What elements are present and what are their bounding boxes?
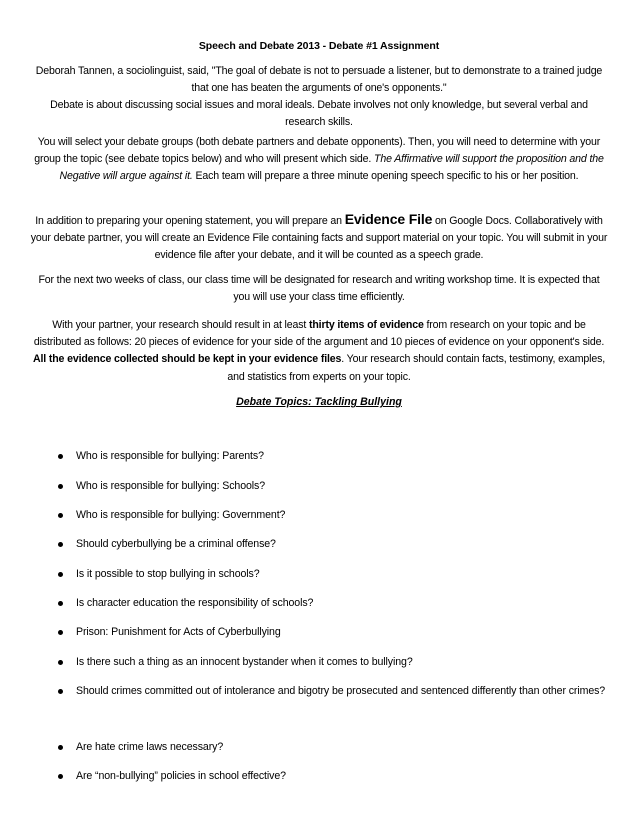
topic-text: Should cyberbullying be a criminal offense? [76, 538, 276, 550]
bullet-icon [58, 660, 63, 665]
bullet-icon [58, 572, 63, 577]
page-title: Speech and Debate 2013 - Debate #1 Assignment [198, 40, 440, 52]
bullet-icon [58, 542, 63, 547]
topic-text: Is there such a thing as an innocent bystander when it comes to bullying? [76, 656, 413, 668]
research-bold-2: All the evidence collected should be kept in your evidence files [32, 353, 342, 366]
groups-text-2: Each team will prepare a three minute opening speech specific to his or her position. [192, 170, 579, 183]
research-text-1: With your partner, your research should result in at least [52, 319, 309, 331]
evidence-file-paragraph [30, 211, 608, 265]
topic-text: Who is responsible for bullying: Schools? [76, 480, 266, 492]
evidence-text-1: In addition to preparing your opening statement, you will prepare an [35, 215, 345, 227]
intro-quote-paragraph: Deborah Tannen, a sociolinguist, said, "The goal of debate is not to persuade a listener, but to demonstrate to a trained judge that one has beaten the arguments of one's opponents." [35, 65, 603, 95]
bullet-icon [58, 484, 63, 489]
topic-text: Who is responsible for bullying: Government? [76, 509, 286, 521]
topic-text: Should crimes committed out of intolerance and bigotry be prosecuted and sentenced differently than other crimes? [76, 685, 606, 697]
evidence-file-highlight: Evidence File [344, 211, 433, 227]
topic-text: Is it possible to stop bullying in schools? [76, 568, 260, 580]
topic-text: Are “non-bullying” policies in school effective? [76, 770, 286, 782]
debate-groups-paragraph [30, 134, 608, 186]
evidence-text-2: on Google Docs. Collaboratively with your debate partner, you will create an Evidence File containing facts and support material on your topic. You will submit in your evidence file after your debate, and it will be counted as a speech grade. [30, 215, 608, 262]
intro-debate-paragraph: Debate is about discussing social issues and moral ideals. Debate involves not only knowledge, but several verbal and research skills. [50, 99, 588, 129]
groups-text-1: You will select your debate groups (both debate partners and debate opponents). Then, you will need to determine with your group the topic (see debate topics below) and who will present which side. [34, 136, 601, 166]
bullet-icon [58, 774, 63, 779]
research-text-3: . Your research should contain facts, testimony, examples, and statistics from experts on your topic. [227, 353, 606, 383]
bullet-icon [58, 454, 63, 459]
topic-text: Are hate crime laws necessary? [76, 741, 224, 753]
schedule-paragraph: For the next two weeks of class, our class time will be designated for research and writing workshop time. It is expected that you will use your class time efficiently. [38, 274, 600, 304]
research-text-2: from research on your topic and be distributed as follows: 20 pieces of evidence for your side of the argument and 10 pieces of evidence on your opponent's side. [33, 319, 605, 349]
bullet-icon [58, 601, 63, 606]
research-paragraph [30, 317, 608, 386]
bullet-icon [58, 630, 63, 635]
topic-text: Is character education the responsibility of schools? [76, 597, 314, 609]
topics-heading: Debate Topics: Tackling Bullying [236, 396, 402, 408]
bullet-icon [58, 689, 63, 694]
groups-italic-text: The Affirmative will support the proposition and the Negative will argue against it. [59, 153, 604, 183]
bullet-icon [58, 513, 63, 518]
research-bold-1: thirty items of evidence [308, 319, 424, 331]
bullet-icon [58, 745, 63, 750]
topic-text: Prison: Punishment for Acts of Cyberbullying [76, 626, 281, 638]
topic-text: Who is responsible for bullying: Parents? [76, 450, 264, 462]
